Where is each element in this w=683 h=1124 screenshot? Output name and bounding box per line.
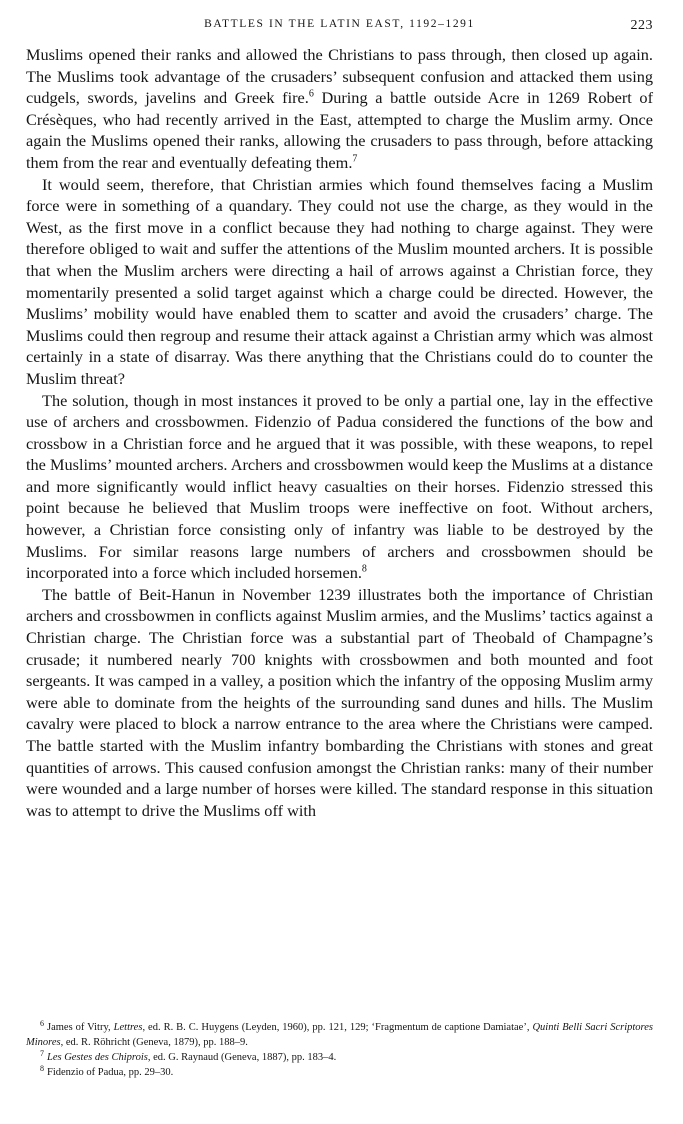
footnote-8 <box>26 1065 653 1080</box>
footnote-marker-6[interactable]: 6 <box>308 88 314 100</box>
footnote-text: , ed. G. Raynaud (Geneva, 1887), pp. 183–4. <box>147 1052 337 1063</box>
paragraph-3 <box>26 390 653 584</box>
footnote-text: James of Vitry, <box>47 1022 114 1033</box>
footnote-7 <box>26 1050 653 1065</box>
footnote-title: Les Gestes des Chiprois <box>47 1052 148 1063</box>
footnote-number: 6 <box>40 1018 44 1028</box>
footnote-title: Lettres <box>113 1022 143 1033</box>
footnote-text: , ed. R. Röhricht (Geneva, 1879), pp. 188–9. <box>60 1037 248 1048</box>
footnote-text: , ed. R. B. C. Huygens (Leyden, 1960), pp. 121, 129; ‘Fragmentum de captione Damiatae’, <box>142 1022 533 1033</box>
paragraph-text: During a battle outside Acre in 1269 Robert of Crésèques, who had recently arrived in the East, attempted to charge the Muslim army. Once again the Muslims opened their ranks, allowing the crusaders to pass through, before attacking them from the rear and eventually defeating them. <box>26 88 653 172</box>
footnote-number: 8 <box>40 1063 44 1073</box>
footnote-number: 7 <box>40 1048 44 1058</box>
paragraph-text: Muslims opened their ranks and allowed the Christians to pass through, then closed up again. The Muslims took advantage of the crusaders’ subsequent confusion and attacked them using cudgels, swords, javelins and Greek fire. <box>26 45 653 108</box>
footnote-marker-8[interactable]: 8 <box>361 563 367 575</box>
paragraph-4: The battle of Beit-Hanun in November 1239 illustrates both the importance of Christian archers and crossbowmen in conflicts against Muslim armies, and the Muslims’ tactics against a Christian charge. The Christian force was a substantial part of Theobald of Champagne’s crusade; it numbered nearly 700 knights with crossbowmen and both mounted and foot sergeants. It was camped in a valley, a position which the infantry of the opposing Muslim army were able to dominate from the heights of the surrounding sand dunes and hills. The Muslim cavalry were placed to block a narrow entrance to the area where the Christians were camped. The battle started with the Muslim infantry bombarding the Christians with stones and great quantities of arrows. This caused confusion amongst the Christian ranks: many of their number were wounded and a large number of horses were killed. The standard response in this situation was to attempt to drive the Muslims off with <box>26 584 653 820</box>
paragraph-2: It would seem, therefore, that Christian armies which found themselves facing a Muslim force were in something of a quandary. They could not use the charge, as they would in the West, as the first move in a conflict because they had nothing to charge against. They were therefore obliged to wait and suffer the attentions of the Muslim mounted archers. It is possible that when the Muslim archers were directing a hail of arrows against a Christian force, they momentarily presented a solid target against which a charge could be directed. However, the Muslims’ mobility would have enabled them to scatter and avoid the crusaders’ charge. The Muslims could then regroup and resume their attack against a Christian army which was almost certainly in a state of disarray. Was there anything that the Christians could do to counter the Muslim threat? <box>26 174 653 388</box>
running-head <box>26 18 653 44</box>
running-title: BATTLES IN THE LATIN EAST, 1192–1291 <box>204 18 475 30</box>
footnote-6 <box>26 1020 653 1050</box>
footnote-marker-7[interactable]: 7 <box>352 153 358 165</box>
footnote-text: Fidenzio of Padua, pp. 29–30. <box>47 1067 174 1078</box>
page-number: 223 <box>630 18 653 33</box>
paragraph-1 <box>26 44 653 174</box>
paragraph-text: The solution, though in most instances it proved to be only a partial one, lay in the effective use of archers and crossbowmen. Fidenzio of Padua considered the functions of the bow and crossbow in a Christian force and he argued that it was possible, with these weapons, to repel the Muslims’ mounted archers. Archers and crossbowmen would keep the Muslims at a distance and more significantly would inflict heavy casualties on their horses. Fidenzio stressed this point because he believed that Muslim troops were ineffective on foot. Without archers, however, a Christian force consisting only of infantry was liable to be destroyed by the Muslims. For similar reasons large numbers of archers and crossbowmen should be incorporated into a force which included horsemen. <box>26 390 653 583</box>
footnote-title: Quinti Belli Sacri Scriptores Minores <box>26 1022 654 1048</box>
footnotes <box>26 1020 653 1080</box>
